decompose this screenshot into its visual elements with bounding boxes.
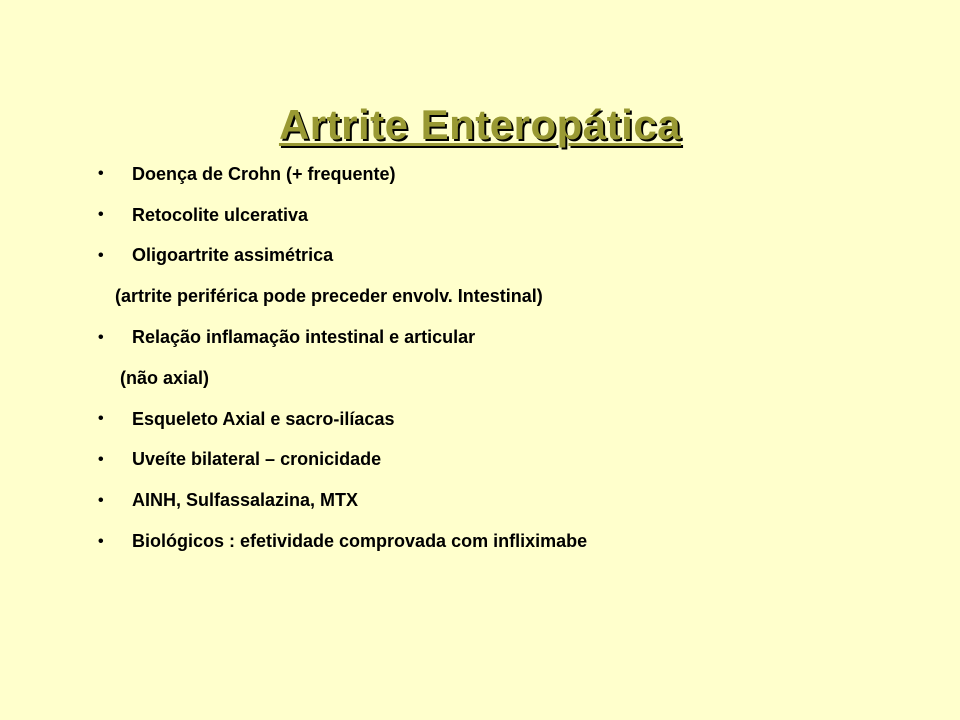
continuation-text: (não axial) (120, 367, 210, 388)
bullet-text: AINH, Sulfassalazina, MTX (132, 490, 359, 511)
bullet-icon: • (98, 410, 104, 428)
bullet-text: Relação inflamação intestinal e articular (132, 327, 476, 348)
bullet-icon: • (98, 206, 104, 224)
bullet-item (98, 480, 938, 521)
bullet-item (98, 399, 938, 440)
bullet-text: Esqueleto Axial e sacro-ilíacas (132, 408, 395, 429)
bullet-icon: • (98, 450, 104, 468)
bullet-text: Doença de Crohn (+ frequente) (132, 163, 396, 184)
continuation-text: (artrite periférica pode preceder envolv. Intestinal) (115, 286, 543, 307)
bullet-item (98, 236, 938, 277)
bullet-list (98, 154, 938, 562)
bullet-item (98, 195, 938, 236)
bullet-item (98, 317, 938, 358)
bullet-icon: • (98, 165, 104, 183)
bullet-icon: • (98, 532, 104, 550)
bullet-text: Retocolite ulcerativa (132, 204, 309, 225)
bullet-text: Oligoartrite assimétrica (132, 245, 334, 266)
continuation-line (98, 358, 938, 399)
slide-title: Artrite Enteropática (278, 101, 682, 149)
bullet-icon: • (98, 328, 104, 346)
bullet-item (98, 154, 938, 195)
bullet-item (98, 521, 938, 562)
bullet-text: Uveíte bilateral – cronicidade (132, 449, 382, 470)
bullet-icon: • (98, 246, 104, 264)
continuation-line (98, 276, 938, 317)
bullet-icon: • (98, 491, 104, 509)
bullet-text: Biológicos : efetividade comprovada com infliximabe (132, 531, 588, 552)
bullet-item (98, 440, 938, 481)
